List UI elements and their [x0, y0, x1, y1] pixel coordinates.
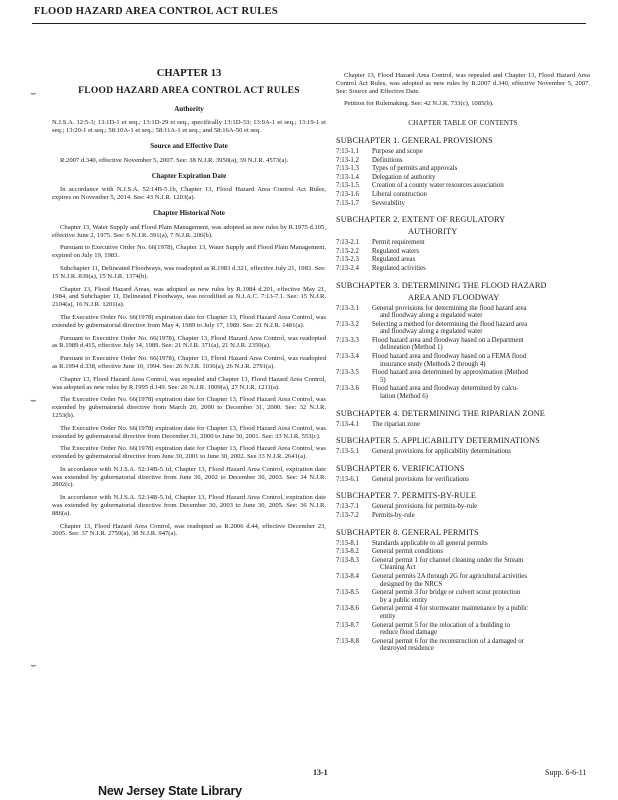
- section-title: [372, 421, 590, 429]
- toc-entry[interactable]: [336, 540, 590, 548]
- subchapter-heading: SUBCHAPTER 5. APPLICABILITY DETERMINATIONS: [336, 436, 540, 446]
- section-title-line: Permit requirement: [372, 239, 425, 247]
- subchapter-heading: SUBCHAPTER 1. GENERAL PROVISIONS: [336, 135, 493, 145]
- section-title-line: Creation of a county water resources association: [372, 182, 504, 190]
- section-title-line: General provisions for applicability determinations: [372, 448, 511, 456]
- section-number: 7:13-5.1: [336, 448, 359, 456]
- section-title-line: General permit 3 for bridge or culvert scour protection: [372, 589, 521, 597]
- section-title-line: Standards applicable to all general permits: [372, 539, 488, 547]
- chapter-number: CHAPTER 13: [156, 68, 222, 79]
- margin-mark: ⌣: [30, 88, 37, 99]
- section-title: [372, 638, 590, 653]
- toc-entry[interactable]: [336, 265, 590, 273]
- section-number: 7:13-8.1: [336, 539, 359, 547]
- section-title: [372, 589, 590, 604]
- chapter-title: FLOOD HAZARD AREA CONTROL ACT RULES: [78, 85, 300, 96]
- section-number: 7:13-8.6: [336, 605, 359, 613]
- expiration-text: In accordance with N.J.S.A. 52:14B-5.1b, Chapter 13, Flood Hazard Area Control Act Rules, expires on November 5, 2014. See: 43 N.J.R. 1203(a).: [52, 186, 326, 202]
- library-stamp: New Jersey State Library: [98, 784, 242, 798]
- section-title-line: Liberal construction: [372, 190, 427, 198]
- toc-entry[interactable]: [336, 148, 590, 156]
- table-of-contents: [336, 136, 590, 653]
- section-title-line: Purpose and scope: [372, 147, 423, 155]
- subchapter-heading-cont: AREA AND FLOODWAY: [408, 292, 500, 302]
- section-title: [372, 369, 590, 384]
- toc-entry[interactable]: [336, 548, 590, 556]
- running-header: FLOOD HAZARD AREA CONTROL ACT RULES: [34, 6, 278, 17]
- section-title: [372, 200, 590, 208]
- section-number: 7:13-8.8: [336, 637, 359, 645]
- expiration-heading: Chapter Expiration Date: [151, 171, 227, 180]
- section-number: 7:13-8.5: [336, 589, 359, 597]
- section-title-line: General permit conditions: [372, 548, 443, 556]
- section-title-line: General permit 6 for the reconstruction of a damaged or: [372, 637, 524, 645]
- section-title: [372, 540, 590, 548]
- section-number: 7:13-3.5: [336, 369, 359, 377]
- history-paragraph: The Executive Order No. 66(1978) expiration date for Chapter 13, Flood Hazard Area Control, was extended by gubernatorial directive from May 4, 1989 to July 17, 1989. See: 21 N.J.R. 1481(a).: [52, 313, 326, 329]
- section-title-line: General provisions for determining the flood hazard area: [372, 304, 527, 312]
- section-number: 7:13-3.1: [336, 304, 359, 312]
- section-title-cont: destroyed residence: [380, 645, 434, 653]
- toc-entry[interactable]: [336, 503, 590, 511]
- section-title: [372, 321, 590, 336]
- section-title: [372, 353, 590, 368]
- toc-entry[interactable]: [336, 337, 590, 352]
- section-title: [372, 191, 590, 199]
- section-title-cont: insurance study (Methods 2 through 4): [380, 360, 486, 368]
- section-title: [372, 573, 590, 588]
- section-number: 7:13-4.1: [336, 420, 359, 428]
- history-paragraph: Pursuant to Executive Order No. 66(1978), Chapter 13, Flood Hazard Area Control, was readopted as R.1994 d.338, effective June 10, 1994. See: 26 N.J.R. 1036(a), 26 N.J.R. 2791(a).: [52, 355, 326, 370]
- section-number: 7:13-3.6: [336, 385, 359, 393]
- toc-entry[interactable]: [336, 321, 590, 336]
- section-title: [372, 248, 590, 256]
- section-title-cont: 5): [380, 376, 386, 384]
- section-title-line: Delegation of authority: [372, 173, 436, 181]
- section-title: [372, 239, 590, 247]
- toc-entry[interactable]: [336, 557, 590, 572]
- margin-mark: ⌣: [30, 660, 37, 671]
- source-text: R.2007 d.340, effective November 5, 2007. See: 38 N.J.R. 3950(a), 39 N.J.R. 4573(a).: [60, 156, 289, 164]
- section-title: [372, 557, 590, 572]
- section-title-line: Selecting a method for determining the flood hazard area: [372, 320, 528, 328]
- supplement-date: Supp. 6-6-11: [545, 768, 587, 777]
- toc-entry[interactable]: [336, 476, 590, 484]
- section-number: 7:13-8.3: [336, 556, 359, 564]
- toc-entry[interactable]: [336, 248, 590, 256]
- subchapter-heading: SUBCHAPTER 6. VERIFICATIONS: [336, 463, 465, 473]
- section-number: 7:13-8.4: [336, 572, 359, 580]
- toc-entry[interactable]: [336, 512, 590, 520]
- section-title-line: The riparian zone: [372, 420, 420, 428]
- section-number: 7:13-1.1: [336, 147, 359, 155]
- toc-entry[interactable]: [336, 157, 590, 165]
- section-title-line: General permit 5 for the relocation of a building to: [372, 621, 510, 629]
- section-title-line: General provisions for permits-by-rule: [372, 503, 478, 511]
- subchapter-heading-cont: AUTHORITY: [408, 227, 458, 237]
- right-column: [336, 72, 590, 654]
- subchapter-heading: SUBCHAPTER 7. PERMITS-BY-RULE: [336, 491, 477, 501]
- section-number: 7:13-2.2: [336, 247, 359, 255]
- subchapter-heading: SUBCHAPTER 2. EXTENT OF REGULATORY: [336, 215, 506, 225]
- toc-entry[interactable]: [336, 622, 590, 637]
- section-title-cont: delineation (Method 1): [380, 344, 443, 352]
- toc-entry[interactable]: [336, 174, 590, 182]
- history-paragraph: Pursuant to Executive Order No. 66(1978), Chapter 13, Flood Hazard Area Control, was readopted as R.1989 d.415, effective July 14, 1989. See: 21 N.J.R. 371(a), 21 N.J.R. 2350(a).: [52, 334, 326, 350]
- section-title: [372, 476, 590, 484]
- section-title: [372, 174, 590, 182]
- section-title: [372, 622, 590, 637]
- section-number: 7:13-1.7: [336, 199, 359, 207]
- history-paragraph: Chapter 13, Water Supply and Flood Plain Management, was adopted as new rules by R.1975 d.105, effective June 2, 1975. See: 6 N.J.R. 391(a), 7 N.J.R. 206(b).: [52, 223, 326, 239]
- history-notes: [52, 224, 326, 539]
- section-title-cont: designed by the NRCS: [380, 580, 443, 588]
- section-number: 7:13-3.3: [336, 336, 359, 344]
- section-title-line: General permits 2A through 2G for agricultural activities: [372, 572, 527, 580]
- section-number: 7:13-3.4: [336, 353, 359, 361]
- page-number: 13-1: [313, 768, 328, 777]
- authority-text: N.J.S.A. 12:5-3; 13:1D-1 et seq.; 13:1D-29 et seq., specifically 13:1D-33; 13:9A-1 et seq.; 13:19-1 et seq.; 13:20-1 et seq.; 58:10A-1 et seq.; 58:11A-1 et seq.; and 58:16A-50 et seq.: [52, 119, 326, 135]
- history-paragraph: The Executive Order No. 66(1978) expiration date for Chapter 13, Flood Hazard Area Control, was extended by gubernatorial directive from December 31, 2000 to June 30, 2001. See: 33 N.J.R. 553(c).: [52, 424, 326, 440]
- toc-entry[interactable]: [336, 385, 590, 400]
- toc-entry[interactable]: [336, 589, 590, 604]
- section-title-cont: and floodway along a regulated water: [380, 328, 483, 336]
- section-number: 7:13-2.4: [336, 264, 359, 272]
- section-title-line: Flood hazard area and floodway determined by calcu-: [372, 385, 519, 393]
- subchapter-heading: SUBCHAPTER 4. DETERMINING THE RIPARIAN ZONE: [336, 408, 545, 418]
- toc-entry[interactable]: [336, 200, 590, 208]
- history-paragraph: Subchapter 11, Delineated Floodways, was readopted as R.1983 d.321, effective July 21, 1983. See: 15 N.J.R. 839(a), 15 N.J.R. 1374(b).: [52, 264, 326, 280]
- history-paragraph: The Executive Order No. 66(1978) expiration date for Chapter 13, Flood Hazard Area Control, was extended by gubernatorial directive from March 20, 2000 to December 31, 2000. See: 32 N.J.R. 1253(b).: [52, 396, 326, 419]
- subchapter-heading: SUBCHAPTER 8. GENERAL PERMITS: [336, 527, 479, 537]
- section-title-line: General permit 1 for channel cleaning under the Stream: [372, 556, 524, 564]
- section-title-cont: and floodway along a regulated water: [380, 312, 483, 320]
- section-number: 7:13-2.3: [336, 256, 359, 264]
- section-title-line: Regulated activities: [372, 264, 426, 272]
- section-title: [372, 148, 590, 156]
- section-title: [372, 448, 590, 456]
- section-number: 7:13-1.6: [336, 190, 359, 198]
- subchapter-heading: SUBCHAPTER 3. DETERMINING THE FLOOD HAZARD: [336, 280, 547, 290]
- section-title-line: Severability: [372, 199, 405, 207]
- section-number: 7:13-7.2: [336, 512, 359, 520]
- history-paragraph: Chapter 13, Flood Hazard Area Control, was readopted as R.2006 d.44, effective December 23, 2005. See: 37 N.J.R. 2759(a), 38 N.J.R. 947(a).: [52, 522, 326, 538]
- section-title: [372, 256, 590, 264]
- section-title: [372, 165, 590, 173]
- section-title-cont: reduce flood damage: [380, 629, 437, 637]
- section-number: 7:13-8.7: [336, 621, 359, 629]
- section-title: [372, 337, 590, 352]
- toc-entry[interactable]: [336, 191, 590, 199]
- history-heading: Chapter Historical Note: [153, 208, 225, 217]
- section-title: [372, 548, 590, 556]
- toc-heading: CHAPTER TABLE OF CONTENTS: [408, 119, 518, 128]
- section-title-line: Regulated waters: [372, 247, 419, 255]
- toc-entry[interactable]: [336, 239, 590, 247]
- section-number: 7:13-8.2: [336, 548, 359, 556]
- section-number: 7:13-6.1: [336, 475, 359, 483]
- section-title: [372, 512, 590, 520]
- section-title-line: Regulated areas: [372, 256, 416, 264]
- history-paragraph: Pursuant to Executive Order No. 66(1978), Chapter 13, Water Supply and Flood Plain Management, expired on July 19, 1983.: [52, 244, 326, 260]
- history-paragraph: In accordance with N.J.S.A. 52:14B-5.1d, Chapter 13, Flood Hazard Area Control, expiration date was extended by gubernatorial directive from December 30, 2003 to June 30, 2005. See: 36 N.J.R. 886(a).: [52, 494, 326, 517]
- section-title: [372, 182, 590, 190]
- section-title-line: Permits-by-rule: [372, 512, 415, 520]
- section-title: [372, 503, 590, 511]
- section-number: 7:13-1.5: [336, 182, 359, 190]
- toc-entry[interactable]: [336, 182, 590, 190]
- toc-entry[interactable]: [336, 305, 590, 320]
- toc-entry[interactable]: [336, 256, 590, 264]
- margin-mark: ⌣: [30, 395, 37, 406]
- section-title-line: Types of permits and approvals: [372, 165, 458, 173]
- section-title: [372, 265, 590, 273]
- repeal-note: Chapter 13, Flood Hazard Area Control, was repealed and Chapter 13, Flood Hazard Area Control Act Rules, was adopted as new rules by R.2007 d.340, effective November 5, 2007. See: Source and Effective Date.: [336, 72, 590, 95]
- history-paragraph: Chapter 13, Flood Hazard Areas, was adopted as new rules by R.1984 d.201, effective May 21, 1984, and Subchapter 11, Delineated Floodways, was recodified as N.J.A.C. 7:13-7.1. See: 15 N.J.R. 2104(a), 16 N.J.R. 1201(a).: [52, 285, 326, 309]
- section-title-line: Flood hazard area determined by approximation (Method: [372, 369, 528, 377]
- section-title: [372, 385, 590, 400]
- authority-heading: Authority: [174, 104, 204, 113]
- section-title-line: General provisions for verifications: [372, 475, 469, 483]
- history-paragraph: Chapter 13, Flood Hazard Area Control, was repealed and Chapter 13, Flood Hazard Area Control, was adopted as new rules by R.1995 d.149. See: 26 N.J.R. 1009(a), 27 N.J.R. 1211(a).: [52, 375, 326, 391]
- section-number: 7:13-2.1: [336, 239, 359, 247]
- section-title-line: Definitions: [372, 156, 403, 164]
- section-title-cont: entity: [380, 612, 396, 620]
- section-title-line: General permit 4 for stormwater maintenance by a public: [372, 605, 528, 613]
- petition-note: Petition for Rulemaking. See: 42 N.J.R. 733(c), 1085(b).: [344, 100, 494, 108]
- history-paragraph: The Executive Order No. 66(1978) expiration date for Chapter 13, Flood Hazard Area Control, was extended by gubernatorial directive from June 30, 2001 to June 30, 2002. See 33 N.J.R. 2641(a).: [52, 445, 326, 461]
- section-title-cont: lation (Method 6): [380, 393, 428, 401]
- section-title-line: Flood hazard area and floodway based on a Department: [372, 336, 524, 344]
- section-title-line: Flood hazard area and floodway based on a FEMA flood: [372, 353, 527, 361]
- toc-entry[interactable]: [336, 605, 590, 620]
- section-number: 7:13-1.3: [336, 165, 359, 173]
- history-paragraph: In accordance with N.J.S.A. 52:14B-5.1d, Chapter 13, Flood Hazard Area Control, expiration date was extended by gubernatorial directive from June 30, 2002 to December 30, 2003. See: 34 N.J.R. 2802(c).: [52, 465, 326, 489]
- toc-entry[interactable]: [336, 421, 590, 429]
- section-number: 7:13-3.2: [336, 320, 359, 328]
- header-rule: [32, 23, 586, 24]
- source-heading: Source and Effective Date: [150, 141, 228, 150]
- toc-entry[interactable]: [336, 448, 590, 456]
- section-title-cont: by a public entity: [380, 596, 428, 604]
- section-number: 7:13-1.4: [336, 173, 359, 181]
- section-title: [372, 305, 590, 320]
- section-number: 7:13-1.2: [336, 156, 359, 164]
- section-title-cont: Cleaning Act: [380, 564, 416, 572]
- toc-entry[interactable]: [336, 573, 590, 588]
- left-column: [52, 70, 326, 543]
- section-title: [372, 605, 590, 620]
- toc-entry[interactable]: [336, 353, 590, 368]
- toc-entry[interactable]: [336, 369, 590, 384]
- toc-entry[interactable]: [336, 638, 590, 653]
- toc-entry[interactable]: [336, 165, 590, 173]
- section-number: 7:13-7.1: [336, 503, 359, 511]
- section-title: [372, 157, 590, 165]
